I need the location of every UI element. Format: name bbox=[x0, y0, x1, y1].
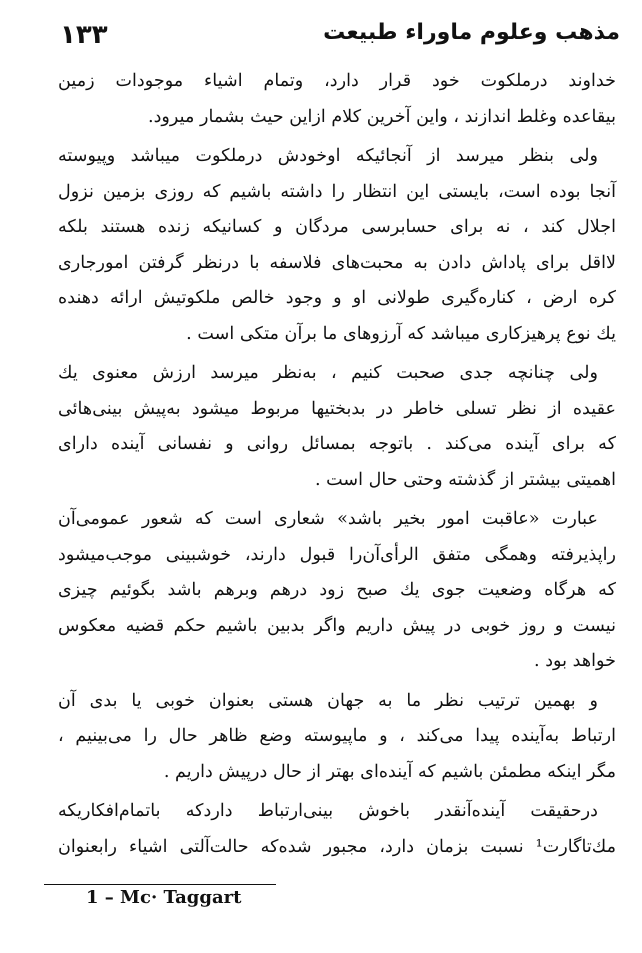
paragraph bbox=[58, 502, 616, 680]
paragraph bbox=[58, 64, 616, 135]
text-line: که برای آینده می‌کند . باتوجه بمسائل روانی و نفسانی آینده دارای bbox=[58, 434, 616, 454]
paragraph bbox=[58, 139, 616, 352]
paragraph bbox=[58, 794, 616, 865]
text-line: عبارت «عاقبت امور بخیر باشد» شعاری است که شعور عمومی‌آن bbox=[58, 509, 598, 529]
text-line: خواهد بود . bbox=[534, 651, 616, 671]
text-line: ولی چنانچه جدی صحبت کنیم ، به‌نظر میرسد ارزش معنوی یك bbox=[58, 363, 598, 383]
text-line: اجلال کند ، نه برای حسابرسی مردگان و کسانیکه زنده هستند بلکه bbox=[58, 217, 616, 237]
text-line: اهمیتی بیشتر از گذشته وحتی حال است . bbox=[314, 469, 616, 490]
footnote-divider bbox=[44, 884, 276, 885]
text-line: کره ارض ، کناره‌گیری طولانی او و وجود خالص ملکوتیش ارائه دهنده bbox=[58, 288, 616, 308]
footnote: 1 – Mc· Taggart bbox=[86, 887, 242, 908]
text-line: آنجا بوده است، بایستی این انتظار را داشته باشیم که روزی بزمین نزول bbox=[58, 181, 616, 202]
text-line: که هرگاه وضعیت جوی یك صبح زود درهم وبرهم باشد بگوئیم چیزی bbox=[58, 580, 616, 600]
text-line: نیست و روز خوبی در پیش داریم واگر بدبین باشیم حکم قضیه معکوس bbox=[58, 615, 616, 636]
text-line: درحقیقت آینده‌آنقدر باخوش بینی‌ارتباط دارد‌که با‌تمام‌افکاریکه bbox=[58, 801, 598, 821]
page-number: ۱۳۳ bbox=[60, 20, 108, 50]
text-line: ارتباط به‌آینده پیدا می‌کند ، و ماپیوسته وضع ظاهر حال را می‌بینیم ، bbox=[58, 726, 616, 746]
text-line: لااقل برای پاداش دادن به محبت‌های فلاسفه با درنظر گرفتن امورجاری bbox=[58, 252, 616, 273]
text-line: مگر اینکه مطمئن باشیم که آینده‌ای بهتر از حال درپیش داریم . bbox=[163, 761, 616, 782]
text-line: راپذیرفته وهمگی متفق الرأی‌آن‌را قبول دارند، خوشبینی موجب‌میشود bbox=[58, 544, 616, 565]
text-line: مك‌تاگارت¹ نسبت بزمان دارد، مجبور شده‌که حالت‌آلتی اشیاء رابعنوان bbox=[58, 836, 616, 857]
page-header bbox=[60, 14, 620, 54]
text-line: عقیده از نظر تسلی خاطر در بدبختیها مربوط میشود به‌پیش بینی‌هائی bbox=[58, 398, 616, 419]
text-line: و بهمین ترتیب نظر ما به جهان هستی بعنوان خوبی یا بدی آن bbox=[58, 690, 598, 711]
paragraph bbox=[58, 684, 616, 791]
text-line: ولی بنظر میرسد از آنجائیکه اوخودش درملکوت میباشد وپیوسته bbox=[58, 146, 598, 166]
text-line: بیقاعده وغلط اندازند ، واین آخرین کلام ازاین حیث بشمار میرود. bbox=[148, 106, 616, 127]
body-text bbox=[58, 64, 616, 869]
running-title: مذهب وعلوم ماوراء طبیعت bbox=[323, 20, 620, 45]
text-line: خداوند درملکوت خود قرار دارد، وتمام اشیاء موجودات زمین bbox=[58, 71, 616, 91]
text-line: یك نوع پرهیزکاری میباشد که آرزوهای ما برآن متکی است . bbox=[186, 323, 616, 344]
paragraph bbox=[58, 356, 616, 498]
